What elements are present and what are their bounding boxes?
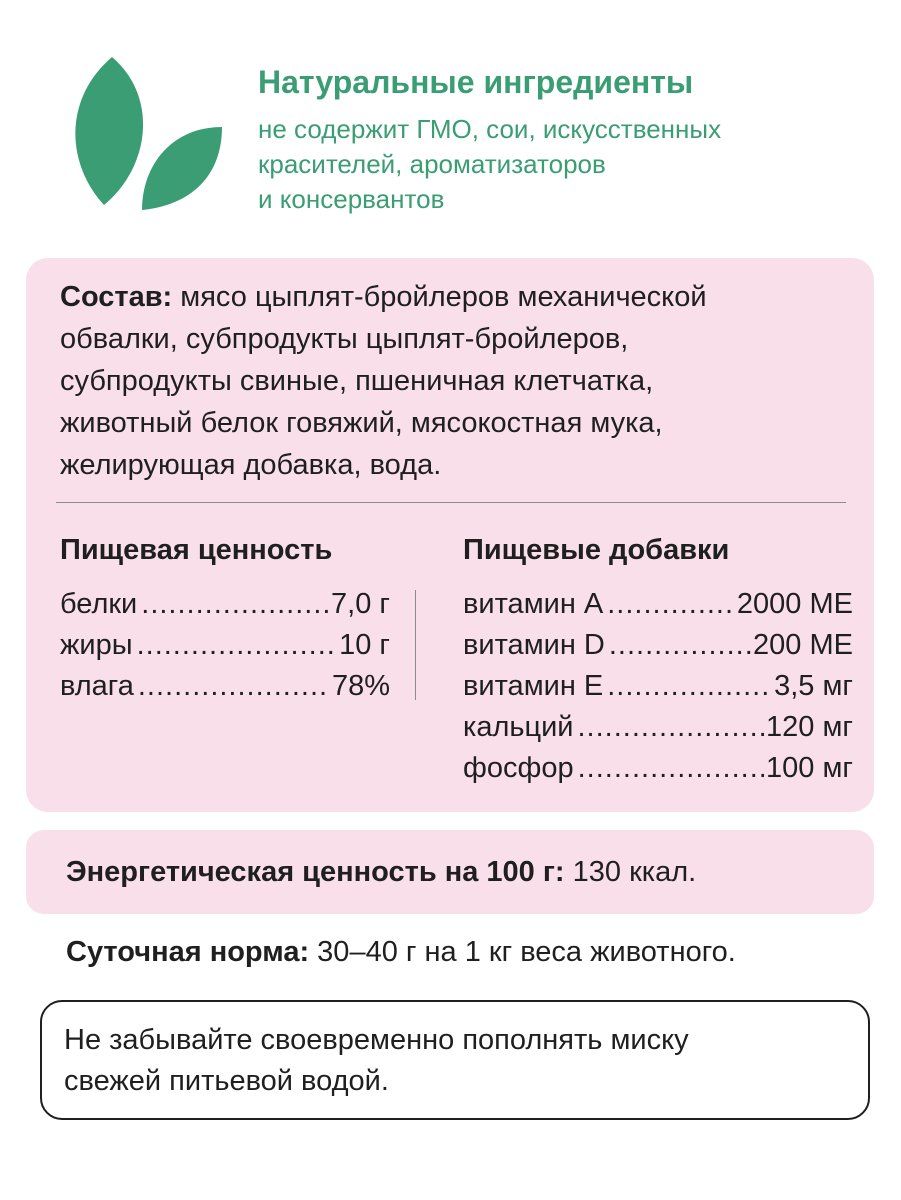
nutrition-row — [60, 625, 390, 666]
header-title: Натуральные ингредиенты — [258, 64, 694, 100]
nutrition-name: влага — [60, 670, 134, 702]
header-subtitle — [258, 112, 878, 217]
leaf-icon — [62, 55, 227, 215]
water-note — [40, 1000, 870, 1120]
additive-value: 2000 МЕ — [736, 588, 853, 620]
note-line: свежей питьевой водой. — [64, 1065, 389, 1097]
additive-row — [463, 625, 853, 666]
energy-card — [26, 830, 874, 914]
additive-row — [463, 584, 853, 625]
additive-value: 100 мг — [766, 752, 853, 784]
composition-text — [60, 276, 850, 486]
column-separator — [415, 590, 416, 700]
nutrition-name: жиры — [60, 629, 133, 661]
energy-value: 130 ккал. — [564, 856, 697, 888]
leader-dots — [138, 666, 330, 707]
additive-value: 3,5 мг — [774, 670, 853, 702]
additive-name: фосфор — [463, 752, 574, 784]
leader-dots — [607, 584, 735, 625]
leader-dots — [609, 625, 751, 666]
header-subtitle-line: красителей, ароматизаторов — [258, 149, 606, 179]
energy-label: Энергетическая ценность на 100 г: — [66, 856, 565, 888]
composition-card — [26, 258, 874, 812]
nutrition-value: 78% — [331, 670, 390, 702]
header — [0, 0, 901, 240]
leader-dots — [141, 584, 329, 625]
additive-name: витамин E — [463, 670, 604, 702]
header-text — [258, 62, 878, 217]
nutrition-name: белки — [60, 588, 138, 620]
energy-text — [66, 852, 696, 892]
leader-dots — [607, 666, 772, 707]
composition-line: животный белок говяжий, мясокостная мука, — [60, 407, 663, 439]
nutrition-value: 10 г — [339, 629, 390, 661]
composition-line — [60, 276, 850, 318]
additive-row — [463, 707, 853, 748]
leader-dots — [578, 707, 765, 748]
composition-line: субпродукты свиные, пшеничная клетчатка, — [60, 365, 654, 397]
additive-row — [463, 748, 853, 789]
additives-column — [463, 530, 853, 789]
additive-name: витамин D — [463, 629, 605, 661]
additives-title: Пищевые добавки — [463, 534, 730, 566]
divider — [56, 502, 846, 503]
composition-line: обвалки, субпродукты цыплят-бройлеров, — [60, 323, 629, 355]
header-subtitle-line: не содержит ГМО, сои, искусственных — [258, 114, 722, 144]
leader-dots — [137, 625, 338, 666]
daily-label: Суточная норма: — [66, 936, 310, 968]
daily-norm — [66, 932, 736, 972]
leader-dots — [578, 748, 764, 789]
nutrition-row — [60, 584, 390, 625]
composition-line-text: мясо цыплят-бройлеров механической — [172, 281, 707, 313]
nutrition-row — [60, 666, 390, 707]
additive-value: 200 МЕ — [753, 629, 853, 661]
daily-value: 30–40 г на 1 кг веса животного. — [309, 936, 736, 968]
composition-line: желирующая добавка, вода. — [60, 449, 442, 481]
additive-row — [463, 666, 853, 707]
nutrition-column — [60, 530, 390, 707]
additive-name: кальций — [463, 711, 574, 743]
note-line: Не забывайте своевременно пополнять миску — [64, 1024, 689, 1056]
nutrition-title: Пищевая ценность — [60, 534, 333, 566]
composition-label: Состав: — [60, 281, 173, 313]
additive-value: 120 мг — [766, 711, 853, 743]
header-subtitle-line: и консервантов — [258, 184, 445, 214]
nutrition-value: 7,0 г — [331, 588, 390, 620]
additive-name: витамин A — [463, 588, 604, 620]
note-text — [64, 1020, 689, 1102]
